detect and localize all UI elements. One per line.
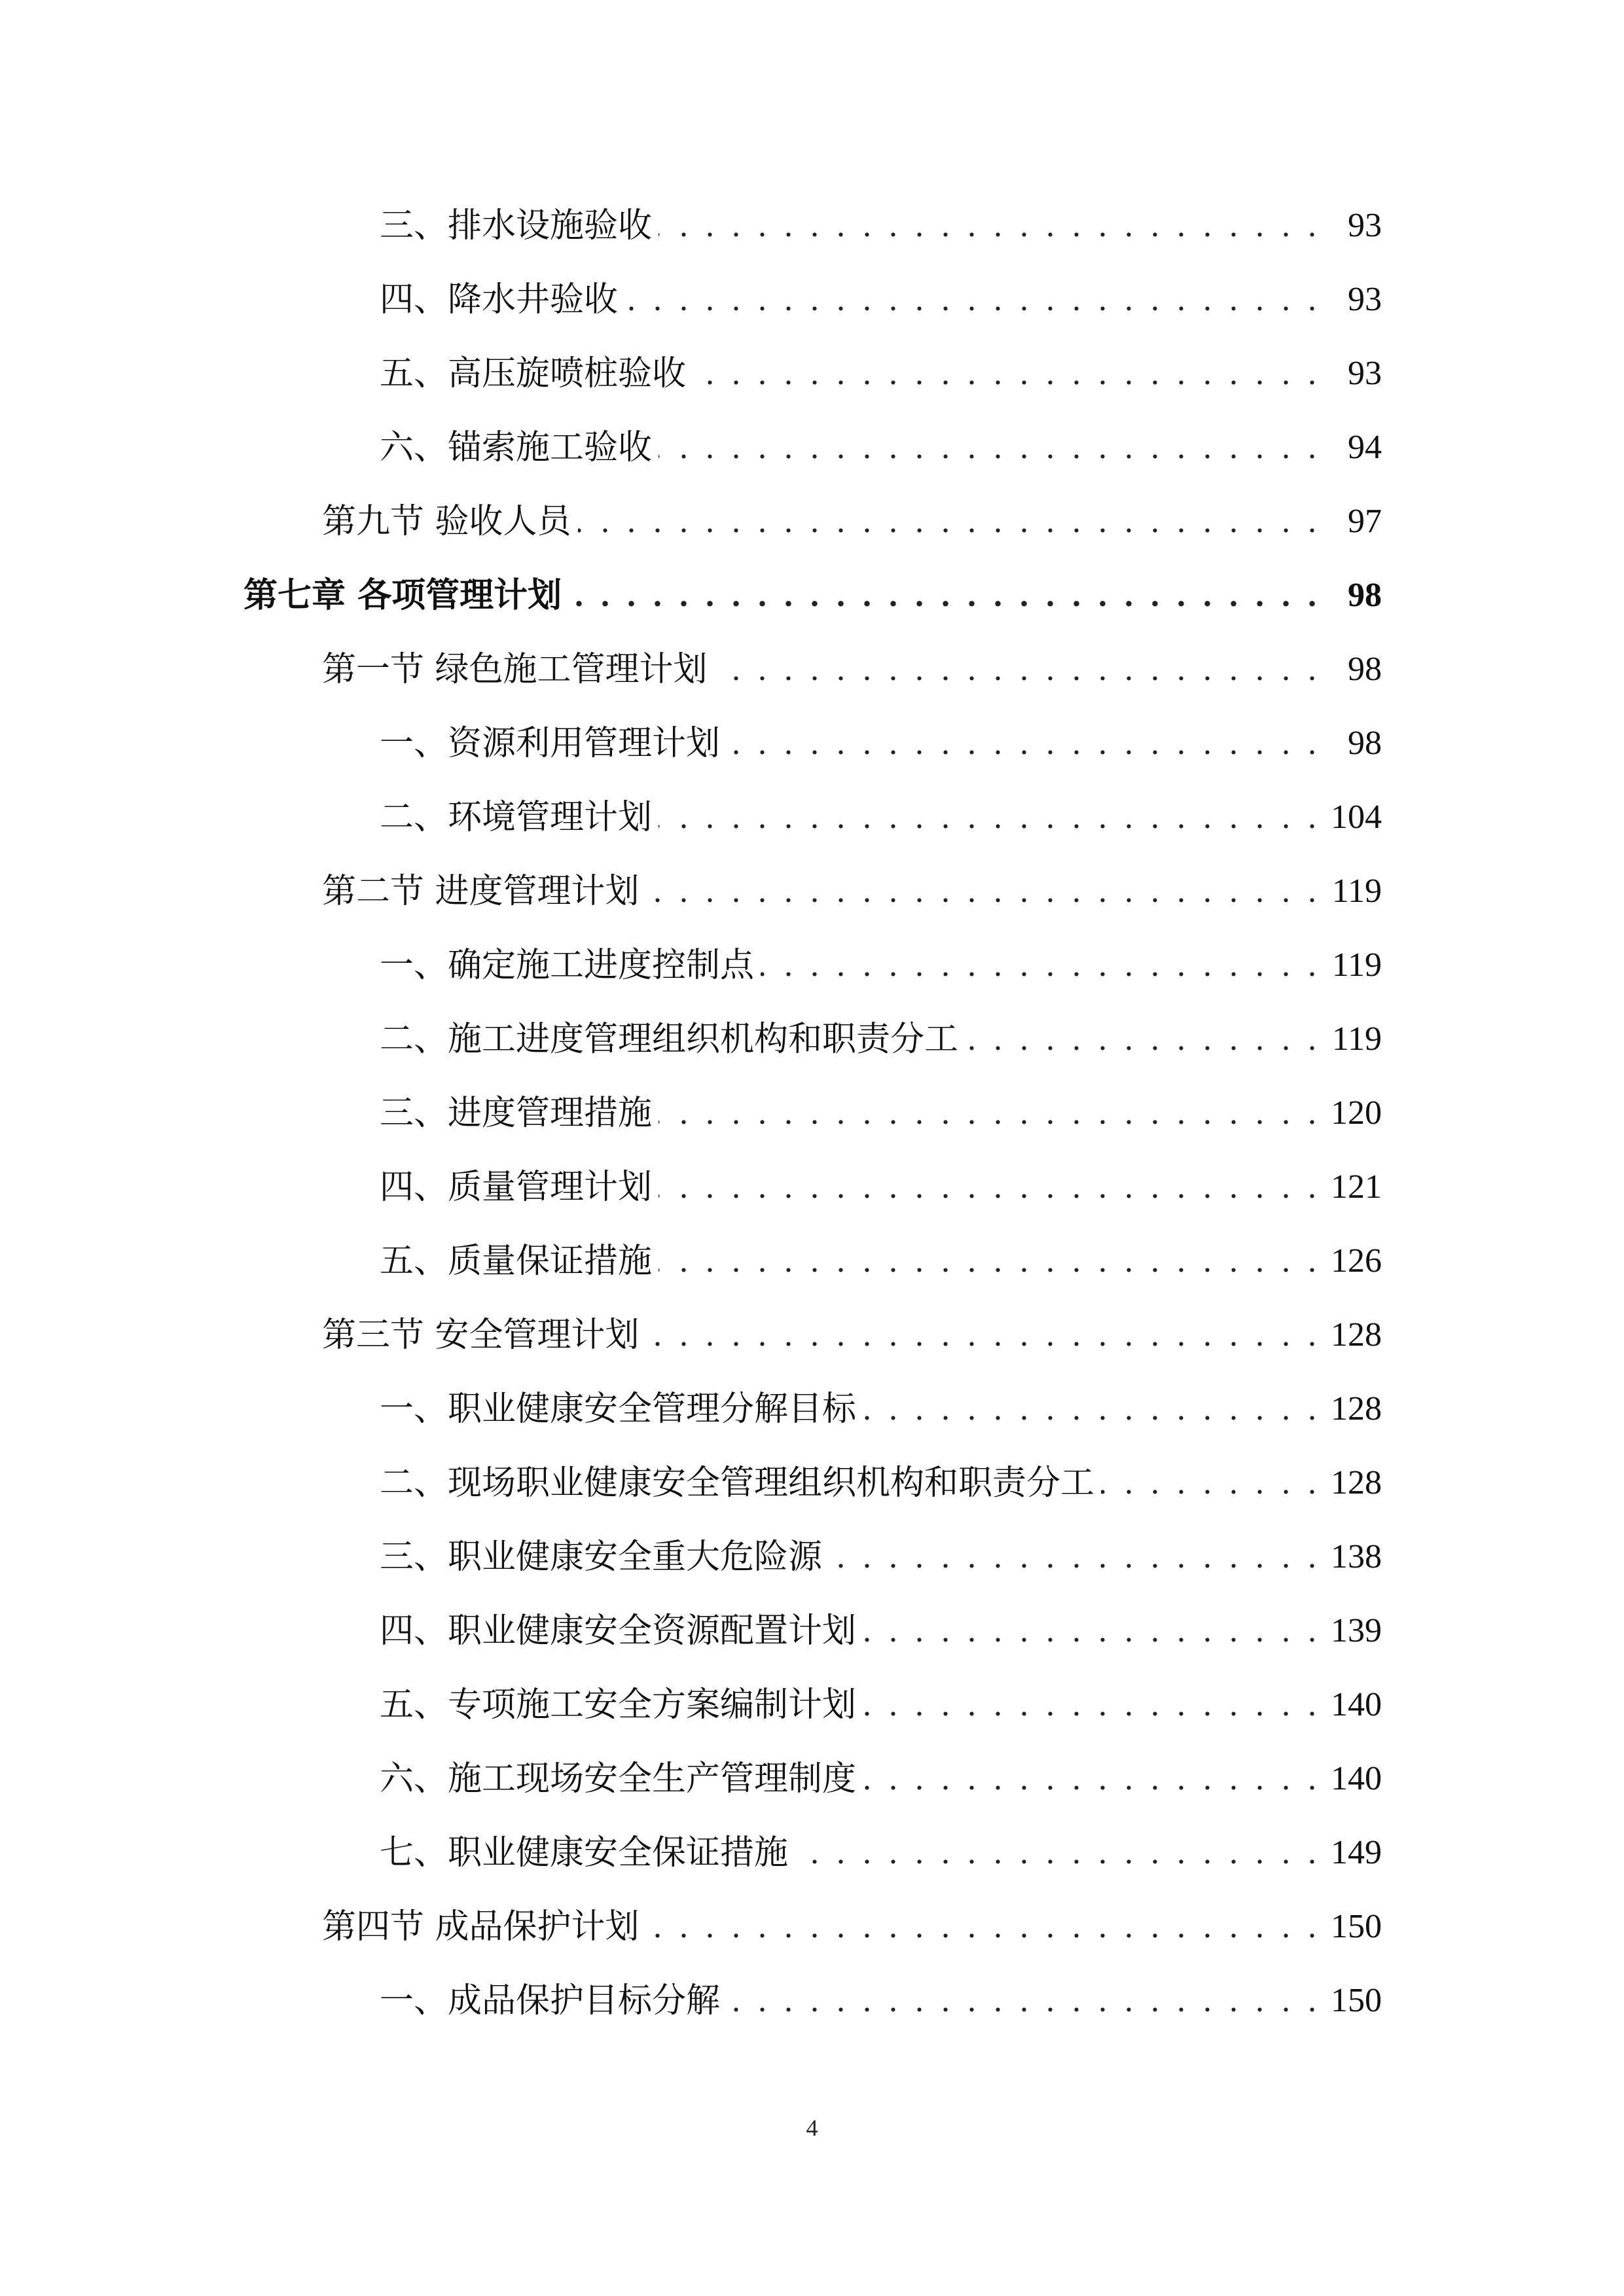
toc-page-number: 150 [1331, 1908, 1382, 1945]
toc-entry-label: 四、降水井验收 [380, 280, 619, 319]
toc-entry[interactable] [322, 1299, 1382, 1358]
toc-entry-label: 二、现场职业健康安全管理组织机构和职责分工 [380, 1463, 1095, 1503]
toc-entry-label: 四、职业健康安全资源配置计划 [380, 1611, 857, 1651]
toc-dot-leader [659, 203, 1316, 249]
toc-entry[interactable] [380, 1669, 1382, 1728]
toc-entry[interactable] [322, 855, 1382, 914]
toc-entry-label: 第四节 成品保护计划 [322, 1907, 640, 1946]
toc-page-number: 119 [1331, 1020, 1382, 1058]
toc-entry[interactable] [322, 486, 1382, 545]
toc-page-number: 138 [1331, 1538, 1382, 1575]
toc-dot-leader [1101, 1460, 1316, 1506]
toc-page-number: 120 [1331, 1094, 1382, 1132]
toc-page-number: 104 [1331, 798, 1382, 836]
toc-entry-label: 六、施工现场安全生产管理制度 [380, 1759, 857, 1799]
toc-page-number: 98 [1348, 651, 1382, 688]
toc-entry[interactable] [380, 1077, 1382, 1136]
toc-entry-label: 二、环境管理计划 [380, 798, 653, 837]
toc-page-number: 128 [1331, 1464, 1382, 1501]
toc-entry[interactable] [380, 338, 1382, 397]
toc-entry-label: 第七章 各项管理计划 [244, 575, 562, 615]
toc-entry[interactable] [380, 1817, 1382, 1876]
toc-entry[interactable] [322, 634, 1382, 692]
toc-entry[interactable] [380, 1743, 1382, 1802]
toc-page-number: 94 [1348, 429, 1382, 466]
toc-entry[interactable] [380, 929, 1382, 988]
toc-page-number: 93 [1348, 207, 1382, 244]
toc-dot-leader [795, 1830, 1316, 1876]
toc-dot-leader [578, 499, 1316, 545]
toc-page-number: 139 [1331, 1612, 1382, 1649]
toc-dot-leader [646, 1312, 1316, 1358]
toc-dot-leader [646, 869, 1316, 914]
toc-entry-label: 二、施工进度管理组织机构和职责分工 [380, 1020, 959, 1059]
toc-entry[interactable] [380, 1965, 1382, 2024]
page-number-footer: 4 [806, 2115, 818, 2141]
toc-entry[interactable] [322, 1891, 1382, 1950]
toc-dot-leader [761, 942, 1316, 988]
toc-entry-label: 五、高压旋喷桩验收 [380, 354, 687, 393]
toc-dot-leader [659, 425, 1316, 471]
toc-entry-label: 一、资源利用管理计划 [380, 724, 721, 763]
toc-dot-leader [714, 647, 1316, 692]
toc-entry-label: 一、确定施工进度控制点 [380, 946, 755, 985]
toc-page-number: 98 [1348, 577, 1382, 614]
toc-dot-leader [863, 1682, 1316, 1728]
toc-page-number: 119 [1331, 872, 1382, 910]
toc-entry-label: 三、职业健康安全重大危险源 [380, 1537, 823, 1577]
toc-entry-label: 第三节 安全管理计划 [322, 1316, 640, 1355]
toc-entry-label: 一、职业健康安全管理分解目标 [380, 1390, 857, 1429]
toc-dot-leader [863, 1608, 1316, 1654]
toc-entry-label: 五、专项施工安全方案编制计划 [380, 1685, 857, 1725]
toc-dot-leader [965, 1016, 1316, 1062]
toc-dot-leader [624, 277, 1316, 323]
toc-dot-leader [863, 1386, 1316, 1432]
toc-page-number: 126 [1331, 1242, 1382, 1280]
toc-entry[interactable] [380, 1373, 1382, 1432]
toc-entry[interactable] [380, 1151, 1382, 1210]
toc-entry-chapter[interactable] [244, 560, 1382, 619]
toc-dot-leader [568, 573, 1316, 619]
toc-entry[interactable] [380, 1521, 1382, 1580]
toc-page-number: 149 [1331, 1834, 1382, 1871]
toc-page-number: 98 [1348, 725, 1382, 762]
toc-entry[interactable] [380, 412, 1382, 471]
toc-page-number: 119 [1331, 946, 1382, 984]
toc-entry[interactable] [380, 1225, 1382, 1284]
toc-entry-label: 一、成品保护目标分解 [380, 1981, 721, 2020]
toc-entry[interactable] [380, 1447, 1382, 1506]
toc-page-number: 93 [1348, 355, 1382, 392]
toc-dot-leader [646, 1904, 1316, 1950]
toc-entry[interactable] [380, 264, 1382, 323]
toc-page-number: 140 [1331, 1760, 1382, 1797]
toc-entry[interactable] [380, 1595, 1382, 1654]
toc-entry-label: 第一节 绿色施工管理计划 [322, 650, 708, 689]
toc-dot-leader [659, 1090, 1316, 1136]
toc-entry-label: 三、进度管理措施 [380, 1094, 653, 1133]
toc-entry-label: 第二节 进度管理计划 [322, 872, 640, 911]
toc-entry[interactable] [380, 781, 1382, 840]
toc-dot-leader [863, 1756, 1316, 1802]
toc-entry[interactable] [380, 190, 1382, 249]
toc-dot-leader [659, 1238, 1316, 1284]
toc-page-number: 128 [1331, 1316, 1382, 1354]
toc-page-number: 93 [1348, 281, 1382, 318]
toc-dot-leader [659, 1164, 1316, 1210]
toc-entry-label: 三、排水设施验收 [380, 206, 653, 245]
toc-dot-leader [727, 1978, 1316, 2024]
toc-page-number: 150 [1331, 1982, 1382, 2019]
toc-dot-leader [727, 721, 1316, 766]
toc-page-number: 97 [1348, 503, 1382, 540]
toc-entry-label: 第九节 验收人员 [322, 502, 571, 541]
toc-entry-label: 六、锚索施工验收 [380, 428, 653, 467]
toc-page-number: 128 [1331, 1390, 1382, 1427]
toc-dot-leader [829, 1534, 1316, 1580]
toc-entry-label: 七、职业健康安全保证措施 [380, 1833, 789, 1873]
toc-page-number: 121 [1331, 1168, 1382, 1206]
toc-entry-label: 四、质量管理计划 [380, 1168, 653, 1207]
toc-entry[interactable] [380, 1003, 1382, 1062]
toc-dot-leader [659, 795, 1316, 840]
toc-entry-label: 五、质量保证措施 [380, 1242, 653, 1281]
toc-page-number: 140 [1331, 1686, 1382, 1723]
toc-dot-leader [693, 351, 1316, 397]
toc-entry[interactable] [380, 708, 1382, 766]
